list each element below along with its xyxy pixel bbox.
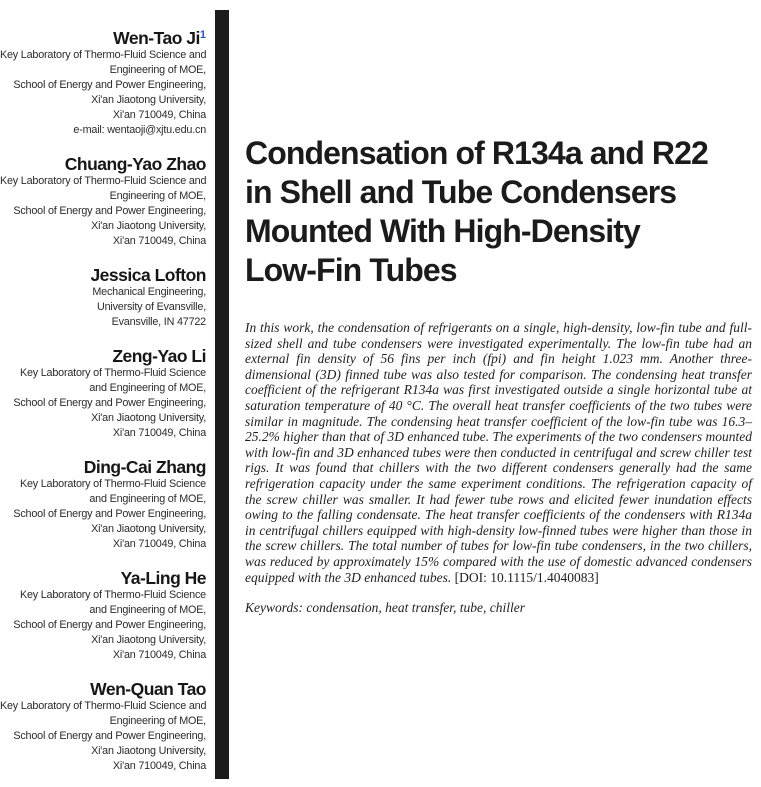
author-block [0,346,206,441]
author-block [0,154,206,249]
author-name: Chuang-Yao Zhao [64,154,206,174]
author-affiliation-line: Xi'an Jiaotong University, [91,220,206,232]
abstract-text: In this work, the condensation of refrigerants on a single, high-density, low-fin tube and full-sized shell and tube condensers were investigated experimentally. The low-fin tube had an external fin density of 56 fins per inch (fpi) and fin height 1.023 mm. Another three-dimensional (3D) finned tube was also tested for comparison. The condensing heat transfer coefficient of the refrigerant R134a was first investigated outside a single horizontal tube at saturation temperature of 40 °C. The overall heat transfer coefficients of the two tubes were similar in magnitude. The condensing heat transfer coefficient of the low-fin tube was 16.3–25.2% higher than that of 3D enhanced tube. The experiments of the two condensers mounted with low-fin and 3D enhanced tubes were then conducted in centrifugal and screw chiller test rigs. It was found that chillers with the two different condensers generally had the same refrigeration capacity under the same experiment conditions. The refrigeration capacity of the screw chiller was smaller. It had fewer tube rows and elicited fewer inundation effects owing to the falling condensate. The heat transfer coefficients of the condensers with R134a in centrifugal chillers equipped with high-density low-finned tubes were higher than those in the screw chillers. The total number of tubes for low-fin tube condensers, in the two chillers, was reduced by approximately 15% compared with the use of domestic advanced condensers equipped with the 3D enhanced tubes. [245,320,752,585]
author-affiliation-line: University of Evansville, [96,301,206,313]
author-name [0,25,206,48]
author-name: Ding-Cai Zhang [83,457,206,477]
author-affiliation-line: Engineering of MOE, [109,64,206,76]
keywords-line: Keywords: condensation, heat transfer, tube, chiller [245,600,525,616]
article-title-line: Condensation of R134a and R22 [245,135,708,171]
author-affiliation-line: and Engineering of MOE, [89,604,206,616]
author-name: Zeng-Yao Li [112,346,206,366]
author-affiliation-line: Key Laboratory of Thermo-Fluid Science [19,589,206,601]
author-affiliation-line: Xi'an Jiaotong University, [91,523,206,535]
article-title [245,134,752,290]
author-affiliation-line: Engineering of MOE, [109,190,206,202]
author-affiliation-line: Xi'an 710049, China [112,109,206,121]
author-affiliation-line: Key Laboratory of Thermo-Fluid Science and [0,49,207,61]
author-affiliation-line: Xi'an Jiaotong University, [91,634,206,646]
author-block [0,25,206,138]
author-block [0,457,206,552]
author-affiliation-line: Evansville, IN 47722 [111,316,206,328]
article-title-line: in Shell and Tube Condensers [245,174,677,210]
author-affiliation-line: School of Energy and Power Engineering, [13,397,206,409]
author-affiliation-line: School of Energy and Power Engineering, [13,508,206,520]
author-affiliation-line: Xi'an Jiaotong University, [91,94,206,106]
author-affiliation-line: Engineering of MOE, [109,715,206,727]
article-title-line: Low-Fin Tubes [245,252,457,288]
author-affiliation-line: Key Laboratory of Thermo-Fluid Science and [0,175,207,187]
author-affiliation-line: Xi'an Jiaotong University, [91,412,206,424]
author-affiliation-line: School of Energy and Power Engineering, [13,79,206,91]
author-affiliation-line: Key Laboratory of Thermo-Fluid Science and [0,700,207,712]
author-name: Jessica Lofton [90,265,206,285]
article-column [245,134,752,616]
author-affiliation-line: School of Energy and Power Engineering, [13,619,206,631]
author-affiliation-line: Xi'an 710049, China [112,235,206,247]
author-name-text: Wen-Tao Ji [113,28,200,48]
author-affiliation-line: Xi'an 710049, China [112,760,206,772]
author-affiliation-line: Xi'an Jiaotong University, [91,745,206,757]
author-affiliation-line: Key Laboratory of Thermo-Fluid Science [19,367,206,379]
author-affiliation-line: and Engineering of MOE, [89,493,206,505]
author-affiliation-line: School of Energy and Power Engineering, [13,730,206,742]
author-affiliation-line: Xi'an 710049, China [112,538,206,550]
author-column [0,25,206,787]
author-block [0,568,206,663]
author-affiliation-line: Mechanical Engineering, [92,286,206,298]
article-title-line: Mounted With High-Density [245,213,640,249]
author-affiliation-line: and Engineering of MOE, [89,382,206,394]
author-block [0,265,206,330]
author-name: Wen-Quan Tao [90,679,206,699]
author-block [0,679,206,774]
author-affiliation-line: School of Energy and Power Engineering, [13,205,206,217]
author-name: Ya-Ling He [120,568,206,588]
author-affiliation-line: Key Laboratory of Thermo-Fluid Science [19,478,206,490]
doi: [DOI: 10.1115/1.4040083] [454,569,599,585]
abstract-paragraph [245,320,752,585]
author-email: e-mail: wentaoji@xjtu.edu.cn [73,124,206,136]
vertical-divider-bar [215,10,229,779]
author-affiliation-line: Xi'an 710049, China [112,649,206,661]
footnote-marker: 1 [199,29,206,41]
author-affiliation-line: Xi'an 710049, China [112,427,206,439]
